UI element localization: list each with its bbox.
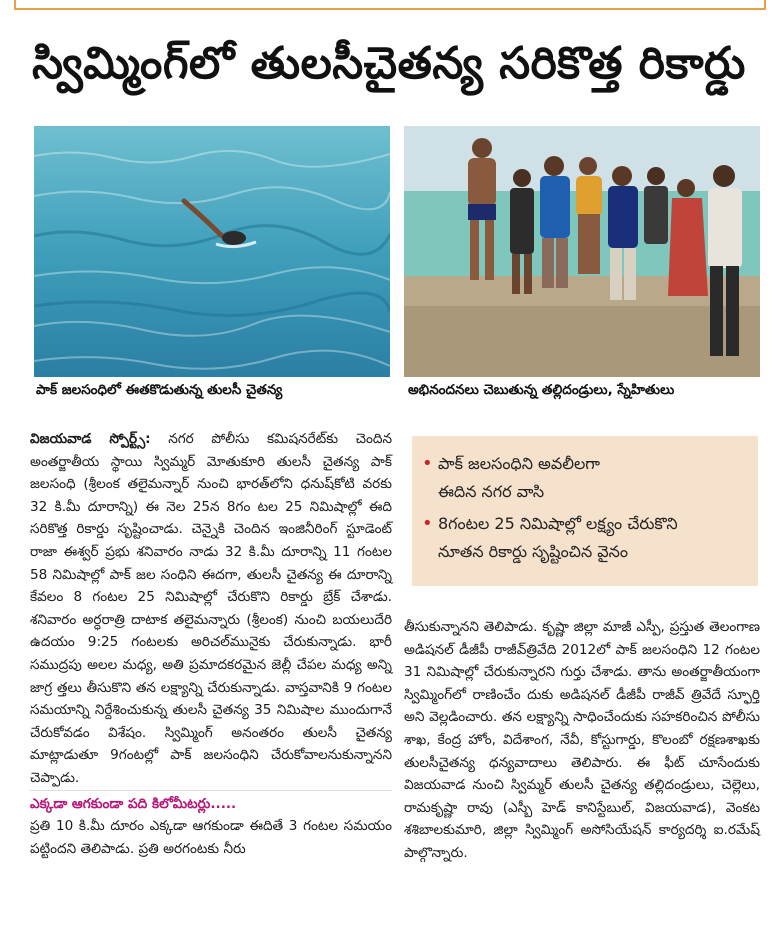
bullet-icon: • [422, 513, 433, 534]
photo-caption-right: అభినందనలు చెబుతున్న తల్లిదండ్రులు, స్నేహితులు [408, 382, 675, 398]
article-paragraph-2: ప్రతి 10 కి.మీ దూరం ఎక్కడా ఆగకుండా ఈదితే 3 గంటల సమయం పట్టిందని తెలిపాడు. ప్రతి అరగంటకు నీరు [30, 818, 392, 857]
highlight-item [422, 510, 750, 566]
sea-illustration [34, 126, 390, 377]
highlight-line: నూతన రికార్డు సృష్టించిన వైనం [438, 542, 628, 561]
article-paragraph [30, 428, 392, 790]
swimmer-photo [34, 126, 390, 377]
beach-group-illustration [404, 126, 760, 377]
highlight-line: ఈదిన నగర వాసి [438, 482, 545, 501]
group-photo [404, 126, 760, 377]
dateline: విజయవాడ స్పోర్ట్స్: [30, 431, 151, 447]
article-paragraph-3: తీసుకున్నానని తెలిపాడు. కృష్ణా జిల్లా మాజీ ఎస్పీ, ప్రస్తుత తెలంగాణ అడిషనల్ డీజీపీ రాజీవ్‌త్రివేది 2012లో పాక్ జలసంధిని 12 గంటల 31 నిమిషాల్లో చేరుకున్నారని గుర్తు చేశాడు. తాను అంతర్జాతీయంగా స్విమ్మింగ్‌లో రాణించేం దుకు అడిషనల్ డీజీపీ రాజీవ్ త్రివేదే స్ఫూర్తి అని వెల్లడించారు. తన లక్ష్యాన్ని సాధించేందుకు సహకరించిన పోలీసు శాఖ, కేంద్ర హోం, విదేశాంగ, నేవీ, కోస్టుగార్డు, కొలంబో రక్షణశాఖకు తులసీచైతన్య ధన్యవాదాలు తెలిపారు. ఈ ఫీట్ చూసేందుకు విజయవాడ నుంచి స్విమ్మర్ తులసీ చైతన్య తల్లిదండ్రులు, చెల్లెలు, రామకృష్ణా రావు (ఎస్బీ హెడ్ కానిస్టేబుల్, విజయవాడ), వెంకట శశిబాలకుమారి, జిల్లా స్విమ్మింగ్ అసోసియేషన్ కార్యదర్శి ఐ.రమేష్ పాల్గొన్నారు. [404, 619, 760, 861]
article-subhead: ఎక్కడా ఆగకుండా పది కిలోమీటర్లు..... [30, 790, 392, 816]
highlight-line: 8గంటల 25 నిమిషాల్లో లక్ష్యం చేరుకొని [438, 514, 678, 533]
article-text: నగర పోలీసు కమిషనరేట్‌కు చెందిన అంతర్జాతీయ స్థాయి స్విమ్మర్ మోతుకూరి తులసీ చైతన్య పాక్ జలసంధి (శ్రీలంక తలైమన్నార్ నుంచి భారత్‌లోని ధనుష్‌కోటి వరకు 32 కి.మీ దూరాన్ని) ఈ నెల 25న 8గం టల 25 నిమిషాల్లో ఈది సరికొత్త రికార్డు సృష్టించాడు. చెన్నైకి చెందిన ఇంజినీరింగ్ స్టూడెంట్ రాజా ఈశ్వర్ ప్రభు శనివారం నాడు 32 కి.మీ దూరాన్ని 11 గంటల 58 నిమిషాల్లో పాక్ జల సంధిని ఈదగా, తులసీ చైతన్య ఈ దూరాన్ని కేవలం 8 గంటల 25 నిమిషాల్లో చేరుకొని రికార్డు బ్రేక్ చేశాడు. శనివారం అర్ధరాత్రి దాటాక తలైమన్నారు (శ్రీలంక) నుంచి బయలుదేరి ఉదయం 9:25 గంటలకు అరిచల్‌మునైకు చేరుకున్నాడు. భారీ సముద్రపు అలల మధ్య, అతి ప్రమాదకరమైన జెల్లీ చేపల మధ్య అన్ని జాగ్ర త్తలు తీసుకొని తన లక్ష్యాన్ని చేరుకున్నాడు. వాస్తవానికి 9 గంటల సమయాన్ని నిర్దేశించుకున్న తులసీ చైతన్య 35 నిమిషాల ముందుగానే చేరుకోవడం విశేషం. స్విమ్మింగ్ అనంతరం తులసీ చైతన్య మాట్లాడుతూ 9గంటల్లో పాక్ జలసంధిని చేరుకోవాలనుకున్నానని చెప్పాడు. [30, 431, 392, 786]
photo-caption-left: పాక్ జలసంధిలో ఈతకొడుతున్న తులసీ చైతన్య [36, 382, 283, 398]
article-column-left [30, 428, 392, 860]
highlight-line: పాక్ జలసంధిని అవలీలగా [438, 454, 601, 473]
article-column-right [404, 616, 760, 865]
bullet-icon: • [422, 453, 433, 474]
page-headline: స్విమ్మింగ్‌లో తులసీచైతన్య సరికొత్త రికార్డు [32, 38, 746, 89]
highlight-box [412, 436, 758, 586]
page-top-frame [14, 0, 766, 10]
highlight-item [422, 450, 750, 506]
